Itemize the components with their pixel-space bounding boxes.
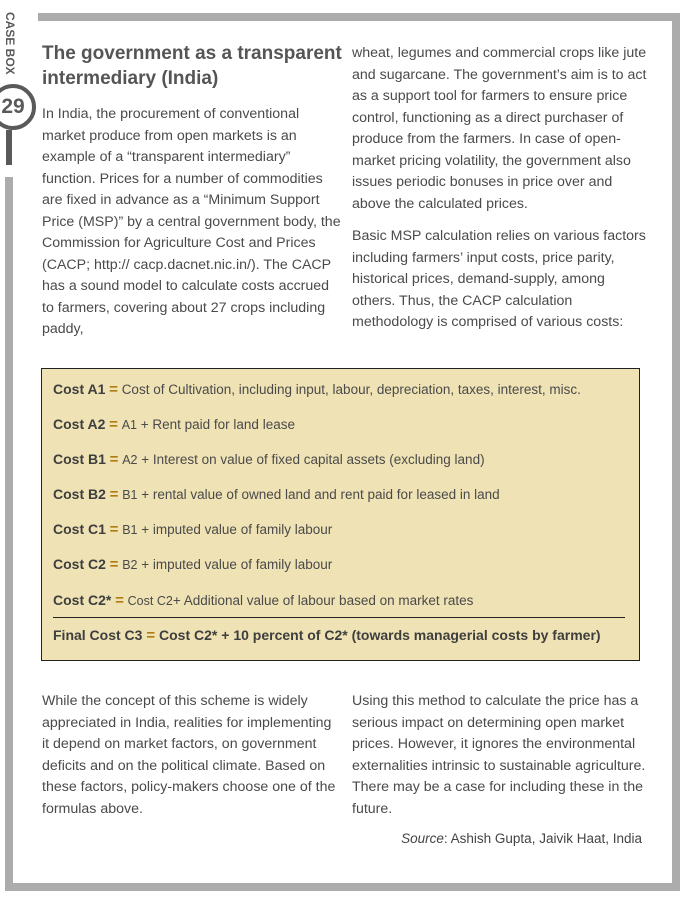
source-text: : Ashish Gupta, Jaivik Haat, India bbox=[443, 831, 642, 846]
cost-description: + imputed value of family labour bbox=[137, 522, 333, 537]
source-credit bbox=[401, 831, 642, 846]
cost-row-c2 bbox=[53, 556, 332, 573]
cost-base: B1 bbox=[122, 523, 138, 537]
frame-top-border bbox=[38, 13, 679, 21]
cost-name: Cost A2 bbox=[53, 416, 106, 432]
final-cost-description: Cost C2* + 10 percent of C2* (towards managerial costs by farmer) bbox=[159, 627, 601, 643]
paragraph-impact: Using this method to calculate the price has a serious impact on determining open market prices. However, it ignores the environmental externalities intrinsic to sustainable agriculture. There may be a case for including these in the future. bbox=[352, 693, 646, 817]
equals-sign: = bbox=[109, 451, 119, 468]
cost-name: Cost C1 bbox=[53, 521, 106, 537]
paragraph-intro: In India, the procurement of conventional market produce from open markets is an example of a “transparent intermediary” function. Prices for a number of commodities are fixed in advance as a “Minimum Support Price (MSP)” by a central government body, the Commission for Agriculture Cost and Prices (CACP; http:// cacp.dacnet.nic.in/). The CACP has a sound model to calculate costs accrued to farmers, covering about 27 crops including paddy, bbox=[42, 106, 341, 337]
cost-row-b2 bbox=[53, 486, 500, 503]
frame-right-border bbox=[672, 13, 680, 890]
source-label: Source bbox=[401, 831, 444, 846]
paragraph-government-aim: wheat, legumes and commercial crops like jute and sugarcane. The government’s aim is to act as a support tool for farmers to ensure price control, functioning as a direct purchaser of produce from the farmers. In case of open-market pricing volatility, the government also issues periodic bonuses in price over and above the calculated prices. bbox=[352, 45, 647, 212]
page-title: The government as a transparent intermediary (India) bbox=[42, 43, 342, 89]
cost-name: Cost B1 bbox=[53, 451, 106, 467]
equals-sign: = bbox=[109, 416, 118, 433]
equals-sign: = bbox=[109, 521, 119, 538]
cost-row-c1 bbox=[53, 521, 332, 538]
cost-row-final-c3 bbox=[53, 627, 601, 644]
cost-name: Cost C2 bbox=[53, 556, 106, 572]
cost-name: Cost B2 bbox=[53, 486, 106, 502]
cost-base: Cost C2 bbox=[127, 594, 173, 608]
cost-description: + Rent paid for land lease bbox=[136, 417, 295, 432]
case-box-number: 29 bbox=[1, 95, 25, 118]
cost-name: Cost A1 bbox=[53, 381, 106, 397]
cost-row-a1 bbox=[53, 381, 581, 398]
cost-base: A1 bbox=[121, 418, 137, 432]
cost-formula-box bbox=[41, 368, 640, 661]
cost-base: B1 bbox=[122, 488, 138, 502]
equals-sign: = bbox=[109, 556, 119, 573]
case-box-label: CASE BOX bbox=[3, 12, 17, 75]
paragraph-implementation: While the concept of this scheme is widely appreciated in India, realities for implementing it depend on market factors, on government deficits and on the political climate. Based on these factors, policy-makers choose one of the formulas above. bbox=[42, 693, 336, 817]
cost-description: + rental value of owned land and rent paid for leased in land bbox=[137, 487, 500, 502]
frame-left-border bbox=[5, 177, 13, 891]
equals-sign: = bbox=[146, 627, 156, 644]
cost-row-c2-star bbox=[53, 592, 473, 609]
cost-description: + Additional value of labour based on market rates bbox=[172, 593, 474, 608]
cost-base: B2 bbox=[122, 558, 138, 572]
cost-description: + Interest on value of fixed capital assets (excluding land) bbox=[137, 452, 485, 467]
cost-divider bbox=[53, 617, 625, 618]
equals-sign: = bbox=[109, 381, 118, 398]
cost-description: + imputed value of family labour bbox=[137, 557, 333, 572]
case-box-badge-stem bbox=[6, 130, 12, 165]
equals-sign: = bbox=[115, 592, 124, 609]
case-box-number-badge bbox=[0, 84, 36, 130]
cost-description: Cost of Cultivation, including input, labour, depreciation, taxes, interest, misc. bbox=[121, 382, 581, 397]
cost-name: Cost C2* bbox=[53, 592, 112, 608]
cost-row-a2 bbox=[53, 416, 295, 433]
equals-sign: = bbox=[109, 486, 119, 503]
cost-base: A2 bbox=[122, 453, 138, 467]
cost-row-b1 bbox=[53, 451, 485, 468]
paragraph-msp-calculation: Basic MSP calculation relies on various factors including farmers’ input costs, price parity, historical prices, demand-supply, among others. Thus, the CACP calculation methodology is comprised of various costs: bbox=[352, 228, 646, 330]
frame-bottom-border bbox=[5, 883, 680, 891]
final-cost-name: Final Cost C3 bbox=[53, 627, 143, 643]
